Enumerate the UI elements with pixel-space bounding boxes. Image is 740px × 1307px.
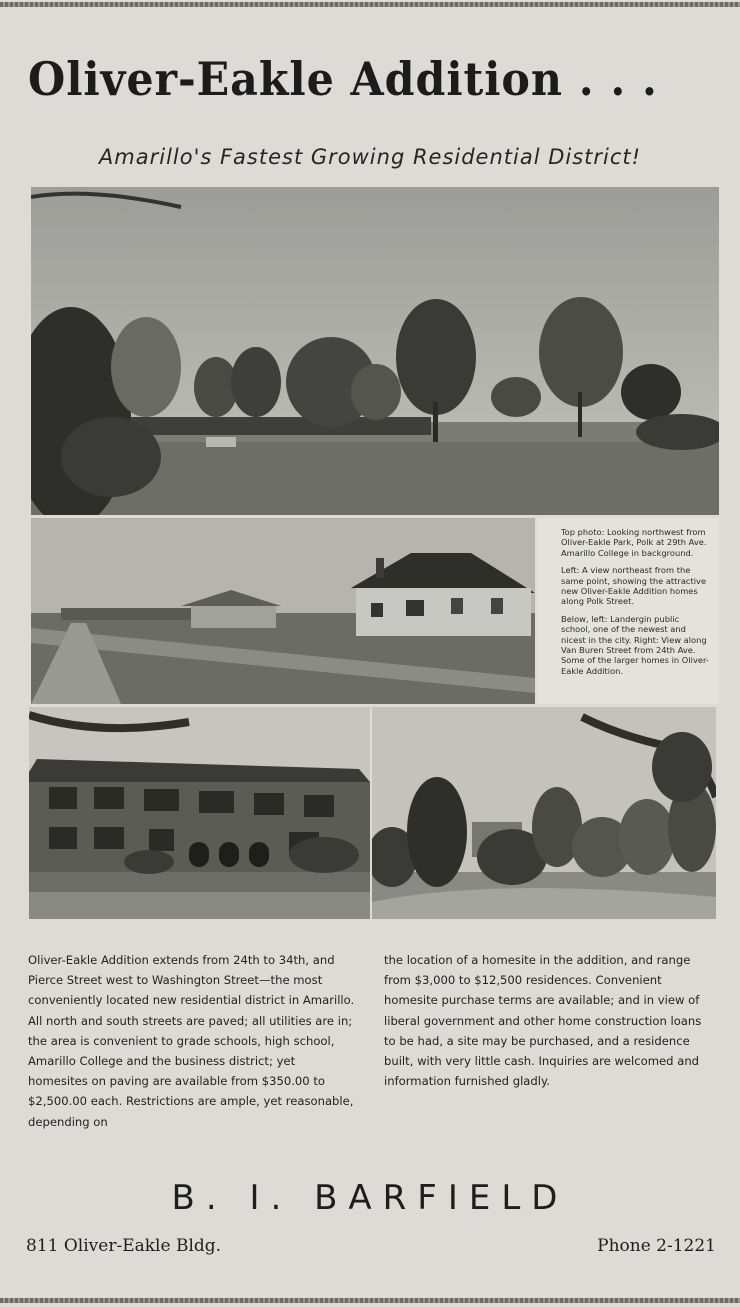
park-landscape-photo [31, 187, 719, 515]
body-text-left-column: Oliver-Eakle Addition extends from 24th to 34th, and Pierce Street west to Washington Street—the most conveniently located new residential district in Amarillo. All north and south streets are paved; all utilities are in; the area is convenient to grade schools, high school, Amarillo College and the business district; yet homesites on paving are available from $350.00 to $2,500.00 each. Restrictions are ample, yet reasonable, depending on [28, 953, 355, 1129]
top-border-rule [0, 2, 740, 7]
bottom-border-rule [0, 1298, 740, 1303]
body-text-right-column: the location of a homesite in the addition, and range from $3,000 to $12,500 residences. Convenient homesite purchase terms are available; and in view of liberal government and other home construction loans to be had, a site may be purchased, and a residence built, with very little cash. Inquiries are welcomed and information furnished gladly. [384, 953, 702, 1089]
photo-caption-box [537, 518, 719, 704]
office-address: 811 Oliver-Eakle Bldg. [26, 1236, 222, 1256]
ad-title: Oliver-Eakle Addition . . . [28, 52, 658, 106]
van-buren-street-photo [372, 707, 716, 919]
phone-number: Phone 2-1221 [597, 1236, 716, 1256]
caption-top-photo: Top photo: Looking northwest from Oliver-Eakle Park, Polk at 29th Ave. Amarillo College in background. [561, 527, 707, 558]
caption-left-photo: Left: A view northeast from the same point, showing the attractive new Oliver-Eakle Addition homes along Polk Street. [561, 565, 707, 607]
polk-street-homes-photo [31, 518, 535, 704]
caption-below-photos: Below, left: Landergin public school, one of the newest and nicest in the city. Right: View along Van Buren Street from 24th Ave. Some of the larger homes in Oliver-Eakle Addition. [561, 613, 709, 676]
landergin-school-photo [29, 707, 370, 919]
realtor-name: B. I. BARFIELD [171, 1178, 569, 1218]
ad-subtitle: Amarillo's Fastest Growing Residential District! [98, 145, 642, 169]
